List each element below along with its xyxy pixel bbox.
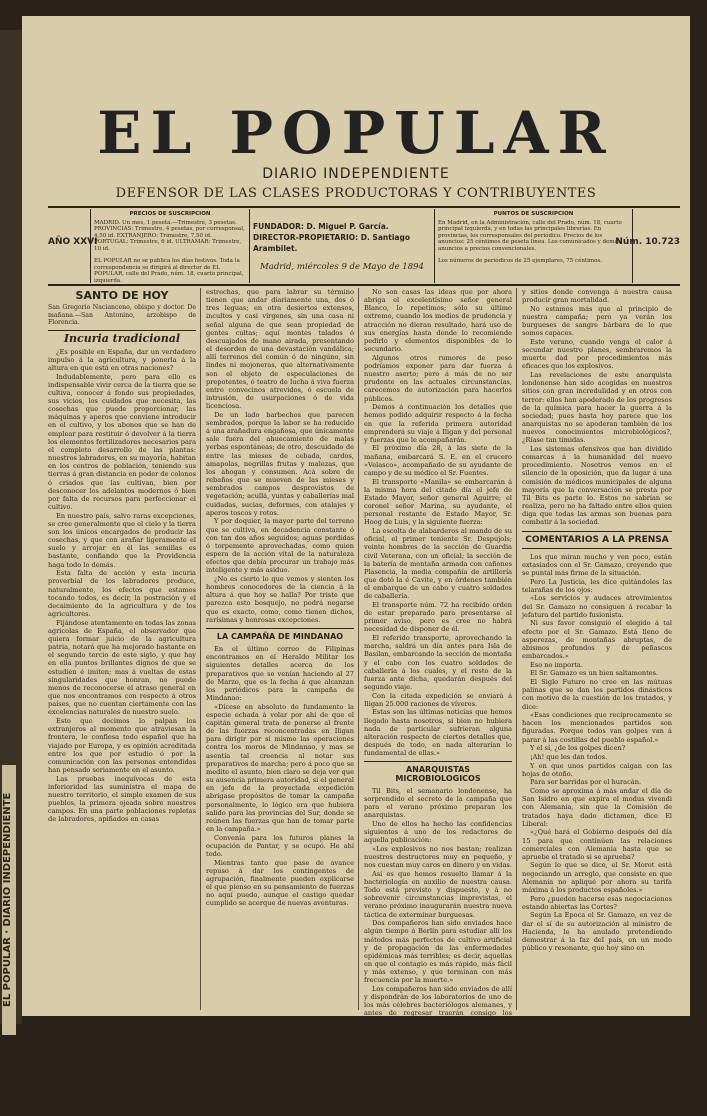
santo-title: SANTO DE HOY — [75, 289, 169, 302]
issue-number: Núm. 10.723 — [615, 237, 680, 247]
divider — [522, 548, 672, 549]
paragraph: Til Bits, el semanario londonense, ha sorprendido el secreto de la campaña que para el verano próximo preparan los anarquistas. — [364, 786, 512, 820]
paragraph: Ni sus favor consiguió el elegido á tal efecto por el Sr. Gamazo. Está lleno de asperezas, de montañas abruptas, de abismos profundos y de peñascos embarcados.» — [522, 619, 672, 661]
paragraph: Como se aproxima á más andar el día de San Isidro en que expira el modus vivendi con Alemania, sin que la Comisión de tratados haya dado dictamen, dice El Liberal: — [522, 787, 672, 828]
founder-name: FUNDADOR: D. Miguel P. García. — [253, 222, 389, 231]
paragraph: y sitios donde convenga á nuestra causa producir gran mortalidad. — [522, 288, 672, 305]
column-3 — [364, 288, 512, 1116]
paragraph: Estas son las últimas noticias que hemos llegado hasta nosotros, si bien no hubiera nada de particular sufrieran alguna alteración respecto de ciertos detalles que, después de todo, en nada alterarían lo fundamental de ellas.» — [364, 708, 512, 758]
subscription-prices-text: MADRID. Un mes, 1 peseta.—Trimestre, 3 pesetas. PROVINCIAS: Trimestre, 4 pesetas, por corresponsal, 4,50 id. EXTRANJERO: Trimestre, 7,50 id. PORTUGAL: Trimestre, 6 id. ULTRAMAR: Trimestre, 10 id. — [94, 219, 245, 252]
paragraph: Uno de ellos ha hecho las confidencias siguientes á uno de los redactores de aquella publicación: — [364, 819, 512, 845]
subscription-points-text: En Madrid, en la Administración, calle del Prado, núm. 18, cuarto principal izquierda, y en todas las principales librerías. En provincias, los corresponsales del periódico. Precios de los anuncios: 25 céntimos de peseta línea. Los comunicados y demás anuncios a precios convencionales. — [438, 219, 622, 252]
header-info-box — [48, 209, 680, 283]
header-rule-bottom — [48, 284, 680, 286]
santo-text: San Gregorio Nacianceno, obispo y doctor. De mañana.—San Antonino, arzobispo de Florencia. — [48, 304, 196, 326]
paragraph: Según lo que se dice, el Sr. Moret está negociando un arreglo, que consiste en que Alemania no apliqué por ahora su tarifa máxima á los productos españoles.» — [522, 861, 672, 894]
newspaper-page — [22, 16, 690, 1116]
divider — [522, 531, 672, 532]
paragraph: Para ser barridas por el huracán. — [530, 778, 642, 787]
paragraph: Mientras tanto que pase de avance repuso á dar los contingentes de agrupación, finalmente pueden explicarse el que pienso en su pensamiento de fuerzas no aquí puedo, aunque el castigo quedar cumplido se acerque de nuevas aventuras. — [206, 858, 354, 908]
spine-label: EL POPULAR · DIARIO INDEPENDIENTE — [2, 765, 16, 1035]
paragraph: El referido transporte, aprovechando la marcha, saldrá un día antes para Isla de Basilan, embarcando la sección de montaña y el cabo con los cuatro soldados de caballería á los cuales, y el resto de la fuerza ante dicha, quedarán después del segundo viaje. — [364, 634, 512, 691]
year-label: AÑO XXVI — [48, 237, 98, 247]
subscription-points-title: PUNTOS DE SUSCRIPCION — [493, 211, 574, 217]
book-spine — [0, 30, 22, 1024]
paragraph: ¡Ah! que les dan todos. — [530, 752, 608, 761]
paragraph: Las revelaciones de este anarquista londonense han sido acogidas en nuestros sitios con gran incredulidad y en otros con terror: ellos han apoderado de los progresos de la química para hacer la guerra á la sociedad; pues hasta hoy parece que los anarquistas no se apoderan también de los nuevos conocimientos microbiológicos?, ¿Ríase tan tímidas. — [522, 371, 672, 445]
paragraph: No estamos más que al principio de nuestra campaña; pero ya verán los burgueses de sangre bárbara de lo que somos capaces. — [522, 304, 672, 338]
founder-block — [250, 209, 435, 283]
issue-date: Madrid, miércoles 9 de Mayo de 1894 — [260, 262, 424, 272]
column-1 — [48, 288, 196, 1013]
subscription-points — [435, 209, 633, 283]
paragraph: Y el sí, ¿de los golpes dicen? — [530, 744, 626, 753]
subscription-prices-note: EL POPULAR no se publica los días festivos. Toda la correspondencia se dirigirá al director de EL POPULAR, calle del Prado, núm. 18, cuarto principal, izquierda. — [94, 258, 244, 284]
paragraph: No son casas las ideas que por ahora abriga el excelentísimo señor general Blanco, lo repetimos; sólo su último extremo, cuando los medios de prudencia y atracción no dieran resultado, hará uso de sus energías hasta donde lo recomiende pedirlo y elementos disponibles de lo secundario. — [364, 288, 512, 354]
paragraph: Este verano, cuando venga el calor á secundar nuestro planes, sembraremos la muerte dad por procedimientos más eficaces que los explosivos. — [522, 337, 672, 371]
paragraph: «Dícese en absoluto de fundamento la especie echada á volar por ahí de que el capitán general trata de ponerse al frente de las fuerzas reconcentradas en Iligan para dirigir por sí mismo las operaciones contra los moros de Mindanao, y mas se asentía tal creencia al notar sus preparativos de marcha; pero á poco que se medite el asunto, bien claro se deja ver que su ausencia primera autoridad, si el general en jefe de la proyectada expedición abrigase propósitos de tomar la campaña personalmente, lo lógico era que hubiera salido para las provincias del Sur, donde se reúnen las fuerzas que han de tomar parte en la campaña.» — [206, 702, 354, 833]
paragraph: Los que miran mucho y ven poco, están extasiados con el Sr. Gamazo, creyendo que se puntal más firme de la situación. — [522, 552, 672, 577]
paragraph: «Los servicios y audaces atrevimientos del Sr. Gamazo no consiguen á recabar la jefatura del partido fusionista. — [522, 594, 672, 619]
section-title-comentarios: COMENTARIOS A LA PRENSA — [525, 534, 669, 545]
article-title-incuria: Incuria tradicional — [63, 332, 181, 346]
paragraph: Dos compañeros han sido enviados hace algún tiempo á Berlín para estudiar allí los métodos más perfectos de cultivo artificial y de propagación de las enfermedades epidémicas más terribles; es decir, aquellas en que el contagio es más rápido, más fácil y más extenso, y que terminan con más frecuencia por la muerte.» — [364, 919, 512, 985]
paragraph: Eso no importa. — [530, 660, 583, 669]
paragraph: Convenía para los futuros planes la ocupación de Pantar, y se ocupó. He ahí todo. — [206, 833, 354, 858]
paragraph: «Los explosivos no nos bastan; realizan nuestros destructores muy en pequeño, y nos cuestan muy caros en dinero y en vidas. — [364, 844, 512, 870]
paragraph: ¿No es cierto lo que vemos y sienten los hombres conocedores de la ciencia á la altura á que hoy se halla? Por triste que parezca esto bosquejo, no podrá negarse que es exacto, como, como tienen dichos, rarísimas y honrosas excepciones. — [206, 574, 354, 624]
column-divider-3 — [516, 288, 517, 1010]
paragraph: Los sistemas ofensivos que han dividido comarcas á la humanidad del nuevo procedimiento. Nosotros vemos en el silencio de la oposición, que da lugar á una comisión de médicos municipales de alguna mayoría que la conversación se presta por Til Bits es parte lo. Estos no sabrían se realiza, pero no ha faltado entre ellos quien diga que todas las armas son buenas para combatir á la sociedad. — [522, 444, 672, 527]
masthead-title: EL POPULAR — [97, 99, 615, 167]
paragraph: El transporte «Manila» se embarcarán á la misma hora del citado día el jefe de Estado Mayor, señor general Aguirre; el coronel señor Marina, su ayudante, el personal restante de Estado Mayor, Sr. Hoog de Luis, y la siguiente fuerza: — [364, 477, 512, 527]
paragraph: Y por doquier, la mayor parte del terreno que se cultiva, en decadencia constante ó con tan dos años seguidos; aguas perdidas ó torpemente aprovechadas, como quien espera de la acción vital de la naturaleza efectos que debía procurar un trabajo más inteligente y más asiduo. — [206, 517, 354, 575]
column-divider-2 — [358, 288, 359, 1010]
column-2 — [206, 288, 354, 1013]
paragraph: Pero ¿pueden hacerse esas negociaciones estando abiertas las Cortes? — [522, 894, 672, 911]
subscription-prices — [90, 209, 250, 283]
divider — [206, 628, 354, 629]
paragraph: El transporte núm. 72 ha recibido orden de estar preparado para presentarse al primer aviso, pero es cree no habrá necesidad de disponer de él. — [364, 600, 512, 634]
paragraph: Pero La Justicia, les dice quitándoles las telarañas de los ojos: — [522, 577, 672, 594]
paragraph: En nuestro país, salvo raras excepciones, se cree generalmente que el cielo y la tierra son los únicos encargados de producir las cosechas, y que con arañar ligeramente el suelo y arrojar en él las semillas es bastante, confiando que la Providencia haga todo lo demás. — [48, 511, 196, 569]
paragraph: Así es que hemos resuelto llamar á la bacteriología en auxilio de nuestra causa. Todo está previsto y dispuesto, y á no sobrevenir circunstancias imprevistas, el verano próximo inaugurarán nuestra nueva táctica de exterminar burguesas. — [364, 869, 512, 919]
paragraph: El Sr. Gamazo es un bien saltamontes. — [530, 669, 659, 678]
paragraph: El próximo día 28, á las siete de la mañana, embarcará S. E. en el crucero «Velasco», acompañado de su ayudante de campo y de su médico el Sr. Fuentes. — [364, 444, 512, 477]
divider — [364, 761, 512, 762]
paragraph: Esta falta de acción y esta incuria proverbial de los labradores produce, naturalmente, los efectos que estamos tocando todos, es decir, la postración y el decaimiento de la agricultura y de los agricultores. — [48, 569, 196, 619]
paragraph: La escolta de alabarderos al mando de su oficial, el primer teniente Sr. Despujols; veinte hombres de la sección de Guardia civil Veterana, con un oficial; la sección de la batería de montaña armada con cañones Plasencia, la media compañía de artillería que dotó la é Cavite, y en órdenes también el embarque de un cabo y cuatro soldados de caballería. — [364, 527, 512, 601]
paragraph: Las pruebas inequívocas de esta inferioridad las suministra el mapa de nuestro territorio, el simple examen de sus pueblos, la primera ojeada sobre nuestros campos. En una parte poblaciones repletas de labradores, apiñados en casas — [48, 774, 196, 824]
paragraph: Los compañeros han sido enviados de allí y dispondrán de los laboratorios de uno de los más célebres bacteriólogos alemanes, y antes de regresar traerán consigo los estudios principales que existen en los mismos de microbios que producen el tifus, la viruela y el cólera. — [364, 984, 512, 1042]
paragraph: estrechas, que para labrar su término tienen que andar diariamente una, dos ó tres leguas; en otra desiertos extensos, incultos y casi vírgenes, sin una casa ni señal alguna de que sean propiedad de gentes cultas; aquí montes talados ó descuajados de mano airada, presentando el desorden de una devastación vandálica; allí terrenos del común ó de ningúno, sin lindes ni mojoneras, que alternativamente son el objeto de especulaciones de prepotentes, ó teatro de lucha á viva fuerza entre convecinos atrevidos, ó escuela de intrusión, de usurpaciones ó de vida licenciosa. — [206, 288, 354, 411]
paragraph: Demos á continuación los detalles que hemos podido adquirir respecto á la fecha en que la referida primera autoridad emprenderá su viaje á Iligan y del personal y fuerzas que le acompañarán. — [364, 403, 512, 444]
paragraph: Sus perjuicios de lo que logran estos centenadores nosotros, que puede ser mucho, estamos dispuestos á extender nuestro saber en favor de la campaña bacteriológica, haciendo que de los centros de infección de los que pueda haber en la corte con novios ropas compradas en los depósitos de los enfermos, con objeto de repartirlos nosotros en aquellos barrios — [364, 1042, 512, 1116]
column-divider-1 — [200, 288, 201, 1010]
paragraph: Según La Epoca el Sr. Gamazo, en vez de dar el sí de su autorización al ministro de Hacienda, le ha anulado pretendiendo demostrar á la faz del país, en un modo público y resonante, que hoy sino en — [522, 911, 672, 953]
subscription-prices-title: PRECIOS DE SUSCRIPCION — [129, 211, 211, 217]
paragraph: «Esas condiciones que recíprocamente se hacen los mencionados partidos son figuradas. Porque todos van golpes van á parar á las costillas del pueblo español.» — [522, 711, 672, 744]
header-rule-top — [48, 206, 680, 208]
subscription-points-note: Los números de periódicos de 25 ejemplares, 75 céntimos. — [438, 258, 602, 264]
paragraph: En el último correo de Filipinas encontramos en el Heraldo Militar los siguientes detalles acerca de los preparativos que se venían haciendo al 27 de Marzo, que es la fecha á que alcanzan los periódicos para la campaña de Mindanao: — [206, 645, 354, 702]
paragraph: Algunos otros rumores de peso podríamos exponer para dar fuerza á nuestro aserto; pero á más de no ser prudente en las actuales circunstancias, carecemos de autorización para hacerlos públicos. — [364, 353, 512, 403]
paragraph: Esto que decimos lo palpan los extranjeros al momento que atraviesan la frontera, lo confiesa todo español que ha viajado por Europa, y es opinión acreditada entre los que por estudio ó por la comunicación con las personas entendidas han pensado seriamente en el asunto. — [48, 717, 196, 774]
section-title-anarquistas: ANARQUISTAS MICROBIOLOGICOS — [395, 765, 481, 783]
paragraph: Con la citada expedición se enviará á Iligan 25.000 raciones de víveres. — [364, 691, 512, 708]
paragraph: De un lado barbechos que parecen sembrados, porque la labor se ha reducido á una arañadura engañosa, que únicamente sale fuera del ahuecamiento de malas yerbas espontáneas; de otro, descuidado de entre las mieses de cebada, cardos, amapolas, negrillas frutas y malezas, que los ahogan y consumen. Acá sobre de rebaños que se mueven de las mieses y sembrados campos desprovistos de vegetación; acullá, yuntas y caballerías mal cuidadas, sucias, deformes, con atalajes y aperos toscos y rotos. — [206, 410, 354, 517]
paragraph: ¿Es posible en España, dar un verdadero impulso á la agricultura, y ponerla á la altura en que está en otras naciones? — [48, 347, 196, 372]
section-title-mindanao: LA CAMPAÑA DE MINDANAO — [216, 631, 344, 641]
paragraph: Fijándose atentamente en todas las zonas agrícolas de España, el observador que quiera formar juicio de la agricultura patria, notará que ha mejorado bastante en el segundo tercio de este siglo, y que hay en ella puntos brillantes dignos de que se estudien é imiten; mas á vueltas de estas singularidades que honran, no puede menos de reconocerse el atraso general en que nos encontramos con respecto á otros países, que no cuentan ciertamente con las excelencias naturales de nuestro suelo. — [48, 618, 196, 717]
paragraph: Indudablemente, pero para ello es indispensable vivir cerca de la tierra que se cultiva, conocer á fondo sus propiedades, sus vicios, los cuidados que necesita, las cosechas que puede proporcionar, las máquinas y aperos que conviene introducir en el cultivo, y los abonos que se han de emplear para restituir ó devolver á la tierra los elementos fertilizadores necesarios para el completo desarrollo de las plantas: nuestros labradores, en su mayoría, habitan en los centros de población, teniendo sus tierras á gran distancia en poder de colonos ó criados que las cultivan, bien por desconocer los adelantos modernos ó bien por falta de recursos para perfeccionar el cultivo. — [48, 372, 196, 511]
divider — [48, 330, 196, 331]
director-name: DIRECTOR-PROPIETARIO: D. Santiago Arambilet. — [253, 233, 410, 253]
paragraph: Y en que unos partidos caigan con las hojas de otoño. — [522, 761, 672, 778]
paragraph: «¿Qué hará el Gobierno después del día 15 para que continúen las relaciones comerciales con Alemania hasta que se apruebe el tratado si se aprueba? — [522, 828, 672, 861]
column-4 — [522, 288, 672, 1013]
masthead-tagline: DEFENSOR DE LAS CLASES PRODUCTORAS Y CONTRIBUYENTES — [115, 186, 597, 201]
masthead-subtitle: DIARIO INDEPENDIENTE — [262, 166, 450, 182]
paragraph: El Siglo Futuro no cree en las mútuas palinas que se dan los partidos dinásticos con motivo de la cuestión de los tratados, y dice: — [522, 678, 672, 711]
